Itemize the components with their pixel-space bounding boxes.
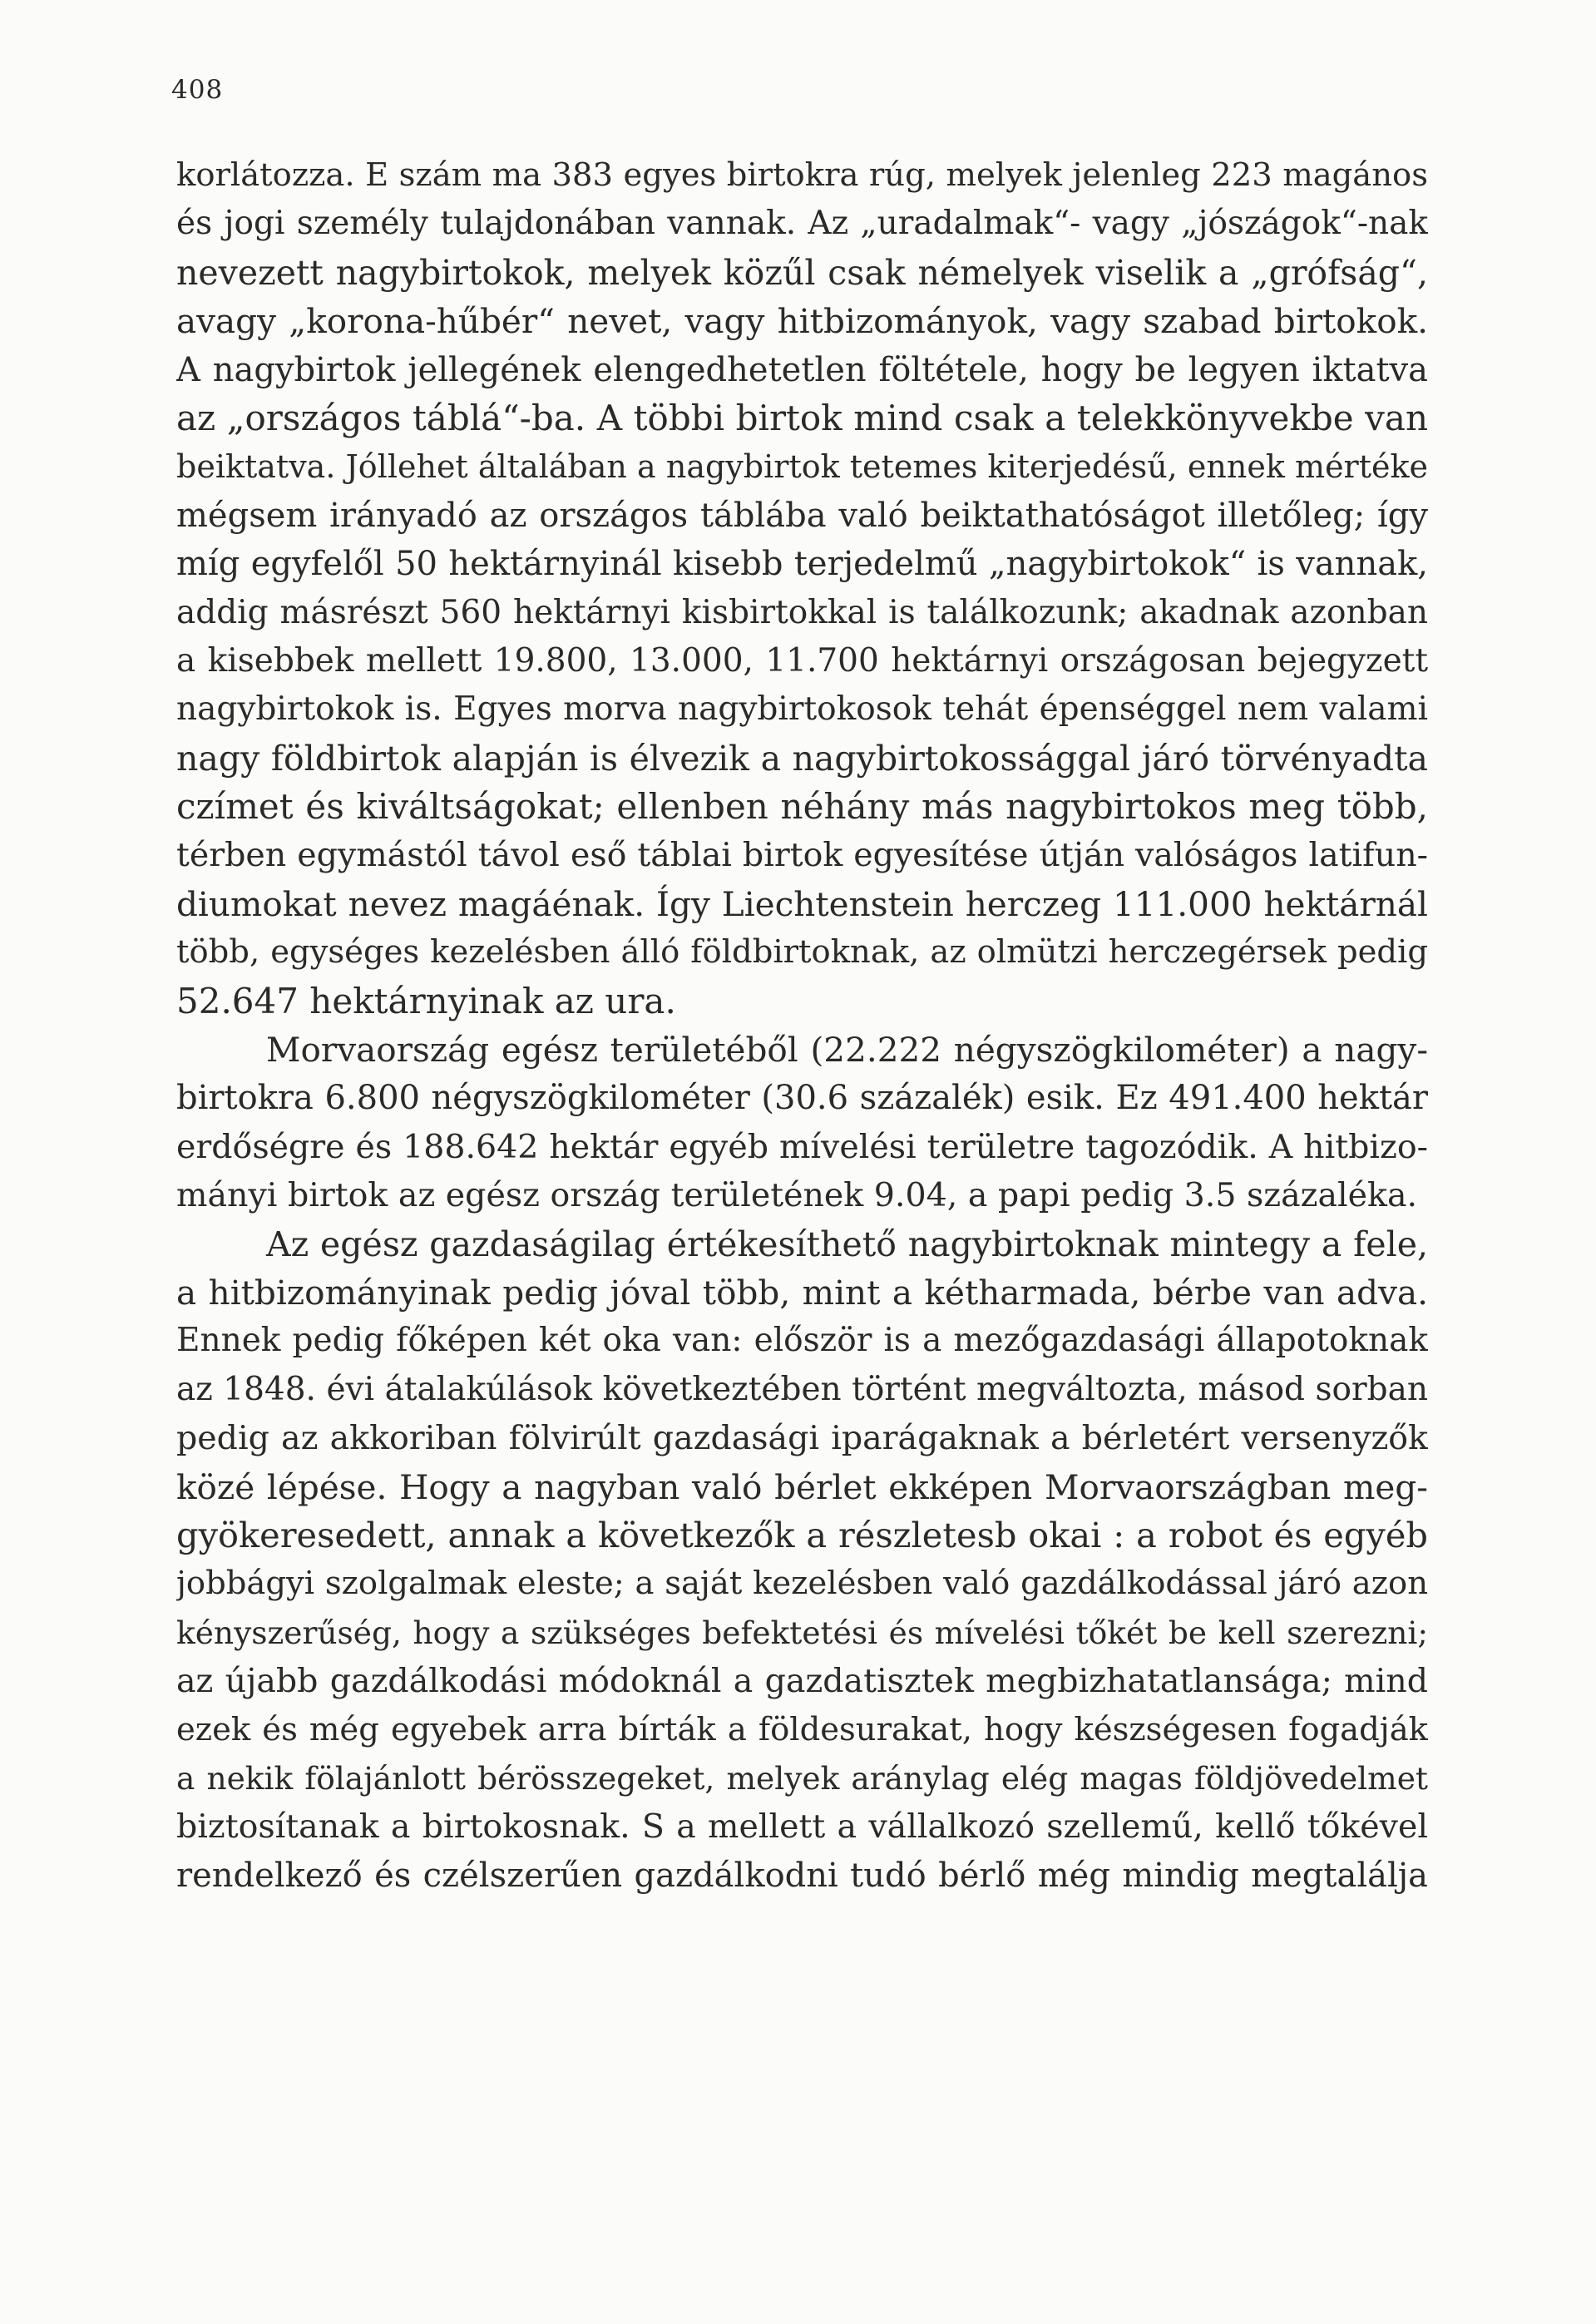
text-line: addig másrészt 560 hektárnyi kisbirtokkal is találkozunk; akadnak azonban	[176, 593, 1428, 631]
paragraph	[176, 1220, 1428, 1900]
text-line: korlátozza. E szám ma 383 egyes birtokra rúg, melyek jelenleg 223 magános	[176, 156, 1428, 194]
text-line: több, egységes kezelésben álló földbirtoknak, az olmützi herczegérsek pedig	[176, 933, 1428, 972]
text-line: A nagybirtok jellegének elengedhetetlen föltétele, hogy be legyen iktatva	[176, 350, 1428, 389]
text-line: a kisebbek mellett 19.800, 13.000, 11.700 hektárnyi országosan bejegyzett	[176, 641, 1428, 680]
text-line: a nekik fölajánlott bérösszegeket, melyek aránylag elég magas földjövedelmet	[176, 1759, 1428, 1797]
text-line: mégsem irányadó az országos táblába való beiktathatóságot illetőleg; így	[176, 496, 1428, 535]
text-line: birtokra 6.800 négyszögkilométer (30.6 százalék) esik. Ez 491.400 hektár	[176, 1079, 1428, 1118]
text-line: rendelkező és czélszerűen gazdálkodni tudó bérlő még mindig megtalálja	[176, 1856, 1428, 1895]
text-line: mányi birtok az egész ország területének 9.04, a papi pedig 3.5 százaléka.	[176, 1176, 1418, 1215]
text-line: a hitbizományinak pedig jóval több, mint a kétharmada, bérbe van adva.	[176, 1272, 1428, 1313]
text-line: ezek és még egyebek arra bírták a földesurakat, hogy készségesen fogadják	[176, 1710, 1428, 1748]
paragraph	[176, 1026, 1428, 1220]
text-line: közé lépése. Hogy a nagyban való bérlet ekképen Morvaországban meg-	[176, 1466, 1428, 1507]
text-line: beiktatva. Jóllehet általában a nagybirtok tetemes kiterjedésű, ennek mértéke	[176, 448, 1428, 486]
text-line: nevezett nagybirtokok, melyek közűl csak némelyek viselik a „grófság“,	[176, 252, 1428, 293]
text-line: erdőségre és 188.642 hektár egyéb mívelési területre tagozódik. A hitbizo-	[176, 1127, 1428, 1166]
text-line: nagy földbirtok alapján is élvezik a nagybirtokossággal járó törvényadta	[176, 738, 1428, 779]
text-line: pedig az akkoriban fölvirúlt gazdasági iparágaknak a bérletért versenyzők	[176, 1419, 1428, 1458]
page-number: 408	[171, 75, 224, 105]
text-line: Az egész gazdaságilag értékesíthető nagybirtoknak mintegy a fele,	[266, 1224, 1428, 1264]
text-line: míg egyfelől 50 hektárnyinál kisebb terjedelmű „nagybirtokok“ is vannak,	[176, 545, 1428, 584]
text-line: térben egymástól távol eső táblai birtok egyesítése útján valóságos latifun-	[176, 836, 1428, 875]
text-line: Morvaország egész területéből (22.222 négyszögkilométer) a nagy-	[266, 1030, 1428, 1071]
text-line: kényszerűség, hogy a szükséges befektetési és mívelési tőkét be kell szerezni;	[176, 1614, 1428, 1651]
text-line: avagy „korona-hűbér“ nevet, vagy hitbizományok, vagy szabad birtokok.	[176, 301, 1428, 342]
body-text	[176, 151, 1428, 1900]
text-line: és jogi személy tulajdonában vannak. Az „uradalmak“- vagy „jószágok“-nak	[176, 205, 1428, 243]
text-line: 52.647 hektárnyinak az ura.	[176, 980, 676, 1021]
text-line: az újabb gazdálkodási módoknál a gazdatisztek megbizhatatlansága; mind	[176, 1662, 1428, 1701]
text-line: Ennek pedig főképen két oka van: először is a mezőgazdasági állapotoknak	[176, 1322, 1428, 1360]
text-line: jobbágyi szolgalmak eleste; a saját kezelésben való gazdálkodással járó azon	[176, 1565, 1428, 1603]
text-line: czímet és kiváltságokat; ellenben néhány más nagybirtokos meg több,	[176, 786, 1428, 828]
paragraph	[176, 151, 1428, 1026]
text-line: az 1848. évi átalakúlások következtében történt megváltozta, másod sorban	[176, 1370, 1428, 1408]
text-line: gyökeresedett, annak a következők a részletesb okai : a robot és egyéb	[176, 1514, 1428, 1555]
text-line: biztosítanak a birtokosnak. S a mellett a vállalkozó szellemű, kellő tőkével	[176, 1807, 1428, 1847]
text-line: az „országos táblá“-ba. A többi birtok mind csak a telekkönyvekbe van	[176, 397, 1428, 438]
text-line: nagybirtokok is. Egyes morva nagybirtokosok tehát épenséggel nem valami	[176, 690, 1428, 729]
text-line: diumokat nevez magáénak. Így Liechtenstein herczeg 111.000 hektárnál	[176, 883, 1428, 924]
